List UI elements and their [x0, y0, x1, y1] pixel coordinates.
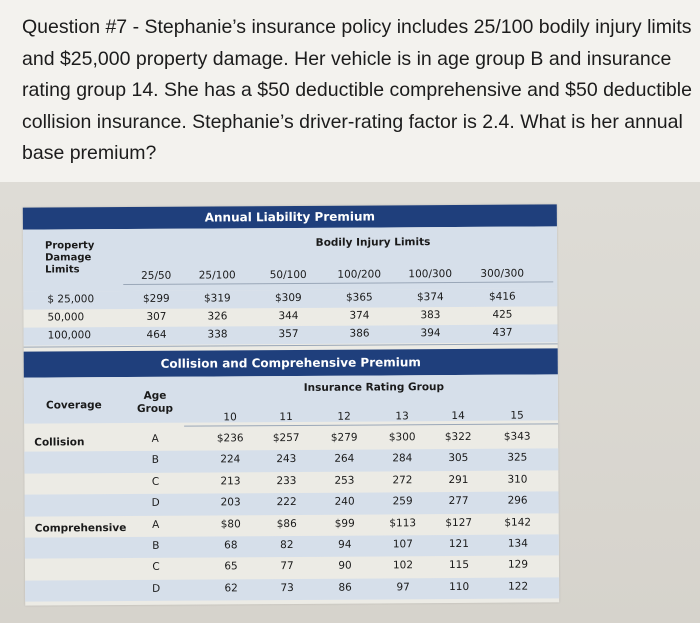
premium-cell: $86 [276, 517, 297, 530]
age-group-letter: D [152, 582, 161, 595]
liability-title: Annual Liability Premium [23, 204, 557, 229]
pd-header-line2: Damage [45, 252, 92, 264]
liability-cell: 425 [492, 308, 513, 321]
premium-cell: 110 [449, 580, 470, 593]
pd-header-line3: Limits [45, 264, 80, 276]
premium-cell: 305 [448, 452, 469, 465]
premium-cell: 203 [220, 496, 241, 509]
liability-cell: 394 [420, 327, 441, 340]
age-group-letter: C [151, 475, 160, 488]
liability-cell: 326 [207, 310, 228, 323]
liability-cell: $319 [203, 292, 231, 305]
liability-column-25-50: 25/50 [141, 269, 172, 282]
premium-cell: 121 [448, 537, 469, 551]
liability-cell: $365 [345, 291, 373, 304]
liability-cell: 386 [349, 327, 370, 340]
premium-cell: 325 [507, 451, 528, 465]
premium-cell: 134 [507, 537, 528, 550]
premium-cell: $257 [272, 431, 300, 445]
premium-cell: 233 [276, 474, 297, 487]
pd-limit-label: 100,000 [47, 329, 92, 342]
premium-cell: 272 [392, 474, 413, 487]
premium-cell: 62 [224, 582, 238, 595]
pd-limit-label: 50,000 [47, 311, 85, 324]
collision-comprehensive-title: Collision and Comprehensive Premium [24, 348, 558, 377]
premium-cell: 90 [338, 560, 352, 573]
liability-cell: $299 [142, 292, 170, 305]
premium-cell: 240 [334, 495, 355, 508]
premium-cell: 82 [280, 538, 294, 552]
liability-cell: 344 [278, 309, 299, 323]
bodily-injury-header: Bodily Injury Limits [315, 236, 431, 249]
coverage-header: Coverage [45, 399, 102, 412]
premium-cell: 94 [338, 538, 352, 551]
premium-cell: 222 [276, 496, 297, 509]
age-group-letter: D [151, 496, 160, 510]
premium-cell: 253 [334, 474, 355, 487]
liability-cell: $374 [416, 291, 444, 304]
premium-cell: 213 [220, 475, 241, 488]
liability-column-50-100: 50/100 [269, 268, 307, 282]
premium-cell: 277 [448, 495, 469, 508]
premium-cell: 284 [392, 452, 413, 465]
rating-group-column-10: 10 [223, 411, 237, 424]
premium-cell: 310 [507, 473, 528, 486]
age-header-line2: Group [136, 402, 174, 415]
liability-column-300-300: 300/300 [480, 267, 525, 280]
age-group-letter: B [152, 539, 160, 552]
age-group-letter: A [151, 432, 159, 445]
age-group-letter: A [152, 518, 160, 531]
liability-cell: 437 [492, 326, 513, 339]
premium-cell: 224 [220, 453, 241, 466]
premium-cell: 264 [334, 453, 355, 466]
premium-cell: $142 [504, 516, 532, 529]
premium-cell: 129 [507, 558, 529, 572]
premium-cell: $127 [445, 516, 473, 529]
pd-limit-label: $ 25,000 [47, 293, 95, 306]
premium-cell: $80 [220, 517, 241, 531]
question-text: Question #7 - Stephanie’s insurance policy includes 25/100 bodily injury limits and $25,000 property damage. Her vehicle is in age group B and insurance rating group 14. She has a $50 deductible comprehensive and $50 deductible collision insurance. Stephanie’s driver-rating factor is 2.4. What is her annual base premium? [22, 16, 692, 164]
liability-cell: 307 [146, 310, 167, 323]
rating-group-column-14: 14 [451, 409, 465, 423]
coverage-label: Collision [34, 436, 85, 449]
premium-cell: $279 [330, 431, 358, 444]
premium-cell: $99 [334, 517, 355, 530]
premium-cell: $236 [216, 432, 244, 445]
premium-cell: 86 [338, 581, 352, 594]
liability-cell: $309 [274, 291, 302, 305]
coverage-label: Comprehensive [34, 521, 127, 535]
liability-cell: $416 [488, 290, 516, 303]
premium-tables-sheet [23, 204, 559, 605]
premium-cell: $343 [503, 430, 531, 443]
premium-cell: 102 [392, 559, 414, 572]
premium-cell: 291 [448, 473, 469, 486]
liability-column-100-200: 100/200 [337, 268, 382, 281]
premium-cell: 77 [280, 560, 294, 573]
rating-group-header: Insurance Rating Group [303, 381, 445, 394]
premium-cell: $113 [389, 516, 417, 529]
liability-column-100-300: 100/300 [408, 268, 453, 281]
premium-cell: 115 [448, 559, 470, 572]
premium-cell: $300 [388, 431, 416, 444]
rating-group-column-11: 11 [279, 410, 293, 424]
rating-group-column-15: 15 [510, 409, 524, 422]
rating-group-column-12: 12 [337, 410, 351, 423]
question-card [0, 0, 700, 182]
premium-cell: 122 [508, 580, 529, 593]
age-group-letter: B [151, 454, 159, 467]
rating-group-column-13: 13 [395, 410, 409, 423]
liability-cell: 383 [420, 309, 441, 322]
premium-cell: 97 [396, 581, 410, 594]
premium-cell: 243 [276, 453, 297, 466]
liability-cell: 464 [146, 328, 167, 341]
age-header-line1: Age [143, 389, 167, 402]
premium-cell: 259 [392, 495, 413, 508]
liability-cell: 374 [349, 309, 370, 322]
liability-cell: 357 [278, 327, 299, 341]
premium-cell: 107 [392, 538, 413, 551]
liability-cell: 338 [207, 328, 228, 341]
premium-cell: 296 [507, 494, 528, 507]
premium-cell: 65 [224, 560, 238, 573]
pd-header-line1: Property [44, 240, 95, 252]
premium-cell: 73 [280, 581, 294, 594]
premium-cell: 68 [224, 539, 238, 552]
premium-cell: $322 [444, 430, 472, 444]
age-group-letter: C [152, 561, 160, 574]
liability-column-25-100: 25/100 [198, 269, 236, 282]
